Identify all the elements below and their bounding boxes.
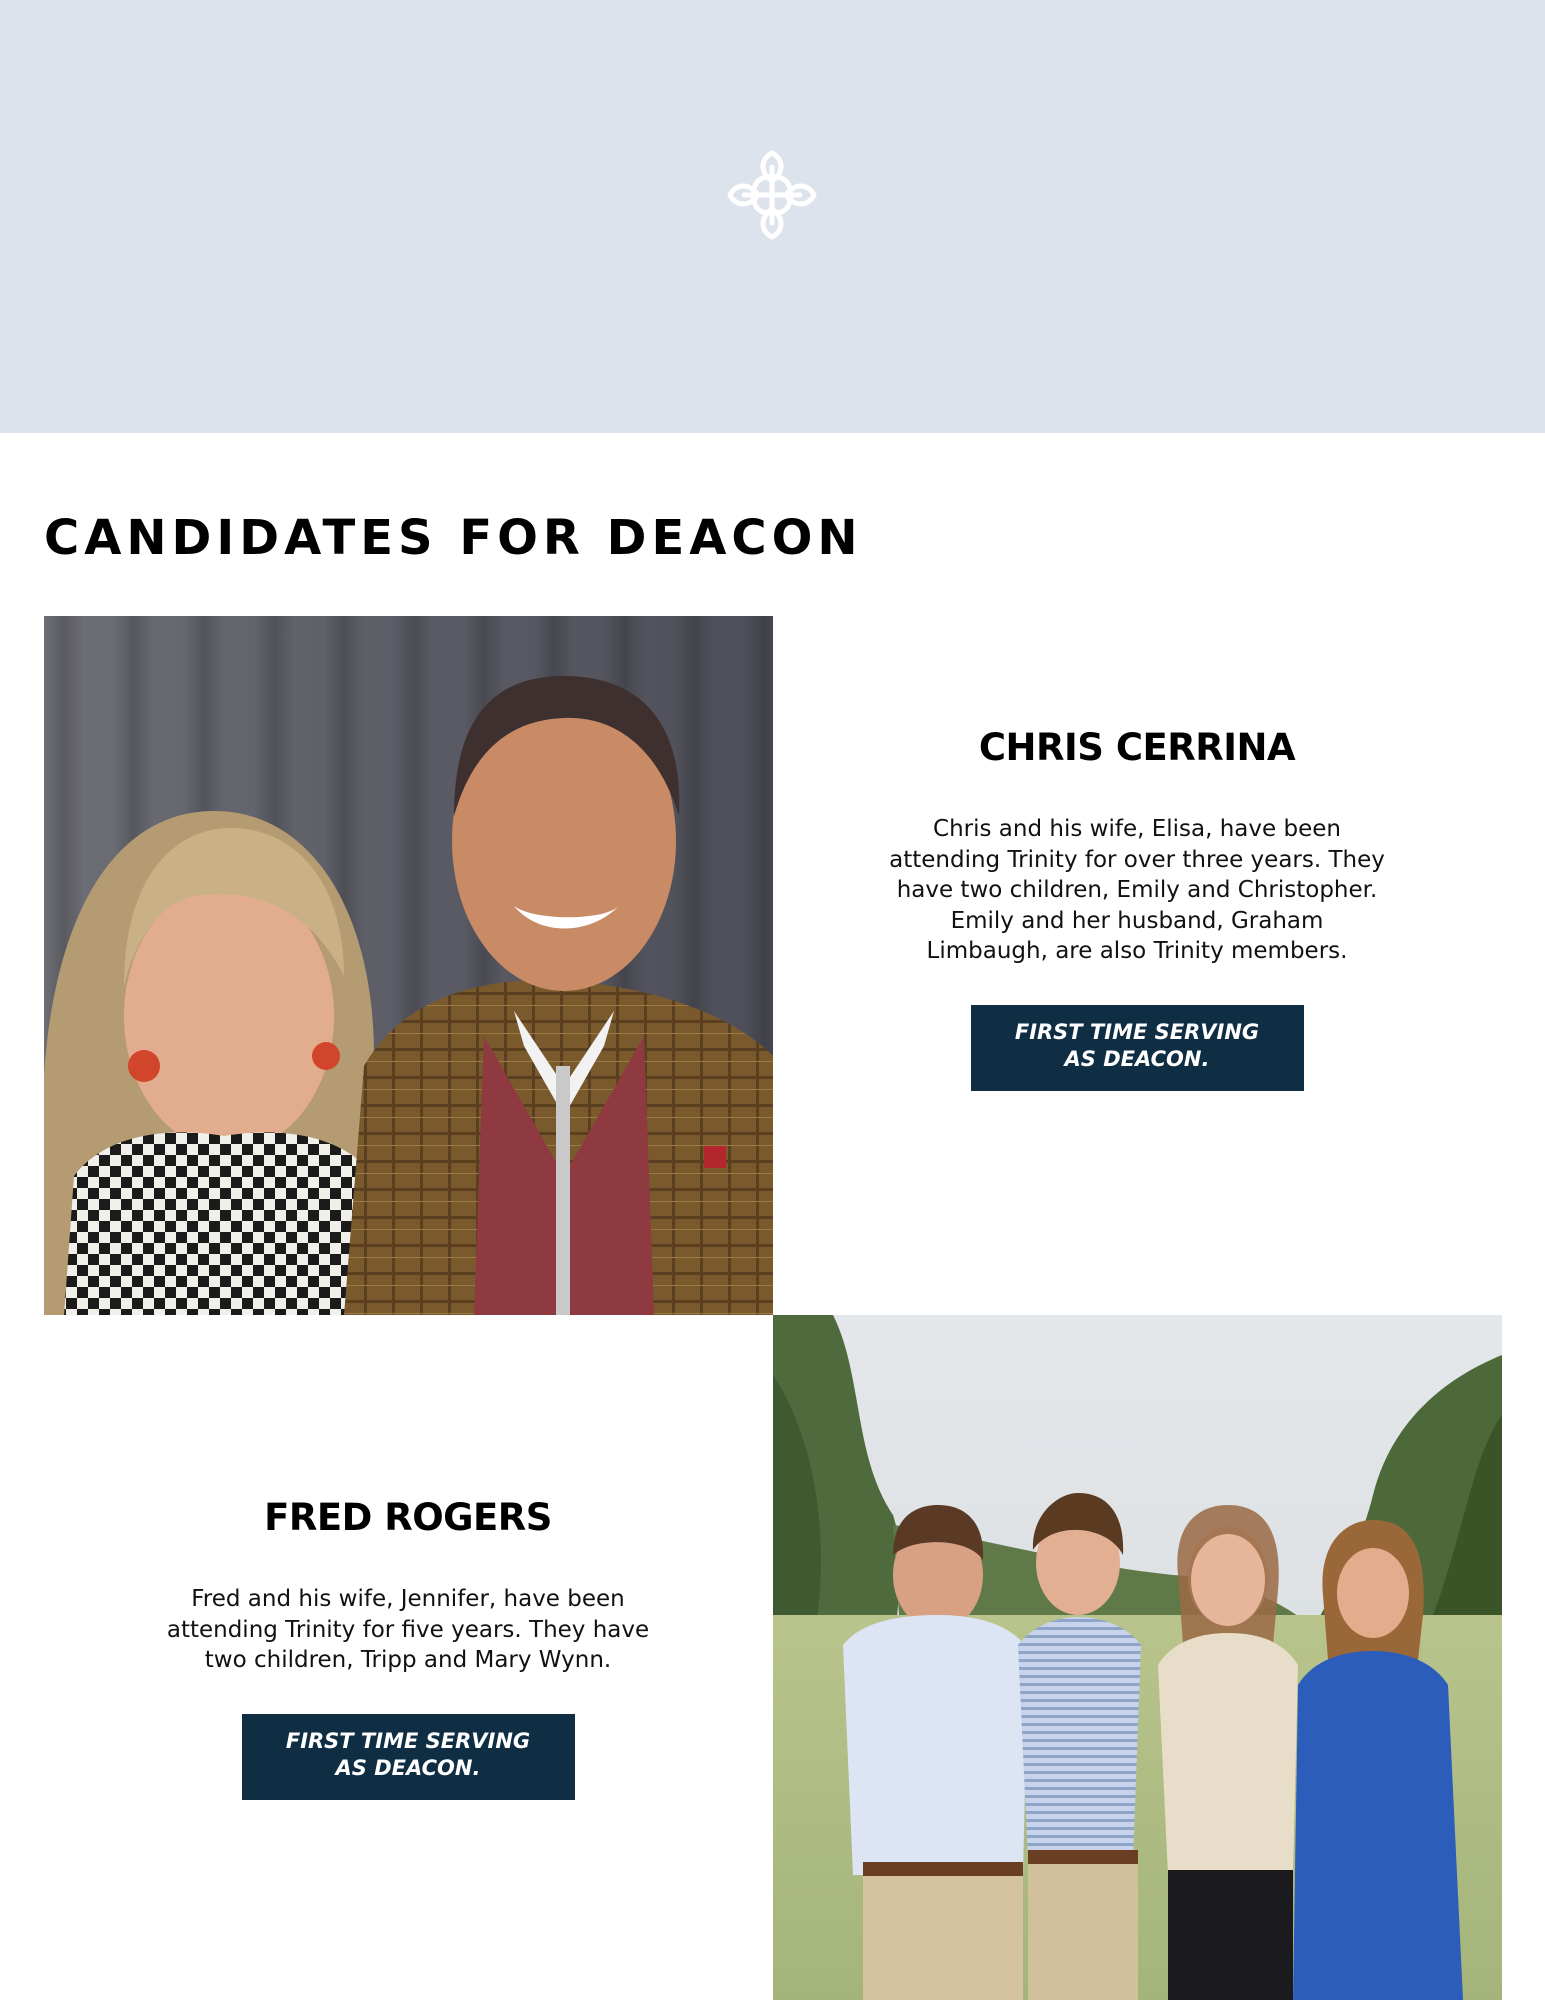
header-band: [0, 0, 1545, 433]
couple-photo: [44, 616, 773, 1315]
candidate-bio: Fred and his wife, Jennifer, have been attending Trinity for five years. They have two children, Tripp and Mary Wynn.: [166, 1586, 650, 1673]
first-time-serving-badge: FIRST TIME SERVING AS DEACON.: [242, 1714, 575, 1800]
candidate-photo-fred-rogers: [773, 1315, 1502, 2000]
candidate-card-fred-rogers: [148, 1490, 668, 1800]
candidate-bio: Chris and his wife, Elisa, have been attending Trinity for over three years. They have two children, Emily and Christopher. Emily and her husband, Graham Limbaugh, are also Trinity members.: [889, 816, 1385, 964]
celtic-cross-logo-icon: [722, 145, 822, 245]
candidate-name: CHRIS CERRINA: [978, 726, 1296, 769]
family-photo: [773, 1315, 1502, 2000]
candidate-name: FRED ROGERS: [264, 1496, 552, 1539]
candidate-card-chris-cerrina: [877, 720, 1397, 1091]
first-time-serving-badge: FIRST TIME SERVING AS DEACON.: [971, 1005, 1304, 1091]
candidate-photo-chris-cerrina: [44, 616, 773, 1315]
section-title: CANDIDATES FOR DEACON: [44, 510, 863, 566]
